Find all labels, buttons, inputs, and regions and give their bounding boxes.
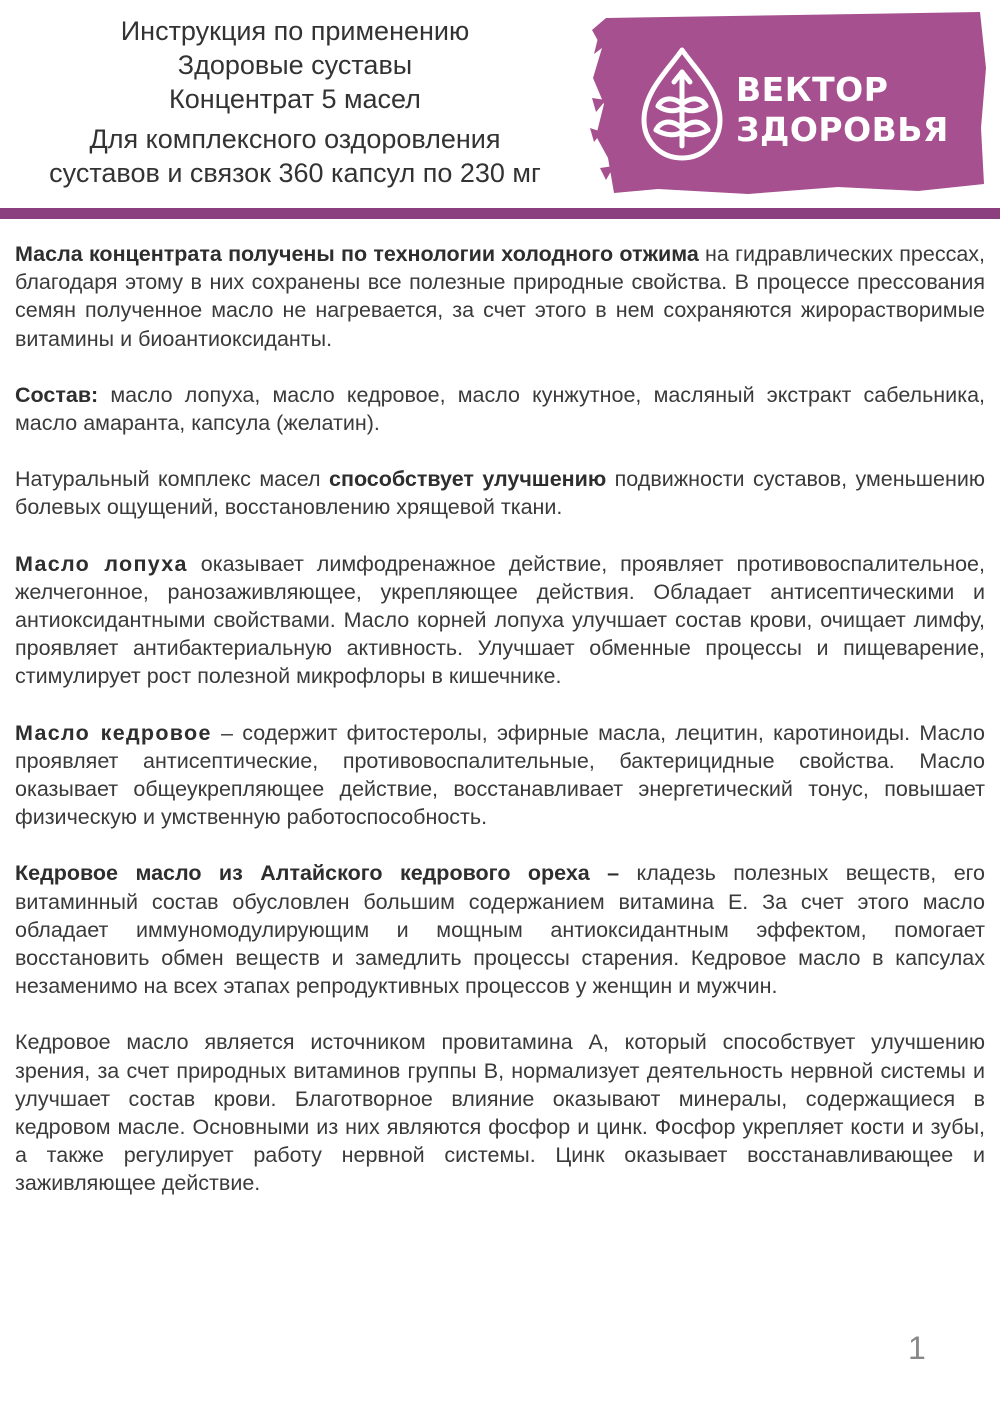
paragraph-cedar-oil: Масло кедровое – содержит фитостеролы, эфирные масла, лецитин, каротиноиды. Масло проявляет антисептические, противовоспалительные, бактерицидные свойства. Масло оказывает общеукрепляющее действие, восстанавливает энергетический тонус, повышает физическую и умственную работоспособность. — [15, 720, 985, 830]
bold-phrase: Масло лопуха — [15, 551, 188, 576]
title-line-2: Здоровые суставы — [177, 50, 413, 80]
bold-phrase: Состав: — [15, 382, 99, 407]
page-header — [0, 0, 1000, 215]
instruction-body — [15, 240, 985, 1226]
title-line-5: суставов и связок 360 капсул по 230 мг — [49, 158, 541, 188]
paragraph-composition: Состав: масло лопуха, масло кедровое, масло кунжутное, масляный экстракт сабельника, масло амаранта, капсула (желатин). — [15, 382, 985, 436]
paragraph-altai-cedar: Кедровое масло из Алтайского кедрового ореха – кладезь полезных веществ, его витаминный состав обусловлен большим содержанием витамина Е. За счет этого масло обладает иммуномодулирующим и мощным антиоксидантным эффектом, помогает восстановить обмен веществ и замедлить процессы старения. Кедровое масло в капсулах незаменимо на всех этапах репродуктивных процессов у женщин и мужчин. — [15, 861, 985, 999]
title-line-4: Для комплексного оздоровления — [89, 124, 501, 154]
title-line-3: Концентрат 5 масел — [169, 84, 421, 114]
brand-name — [736, 70, 949, 150]
document-title — [0, 14, 590, 190]
brand-logo — [588, 8, 988, 198]
paragraph-burdock-oil: Масло лопуха оказывает лимфодренажное действие, проявляет противовоспалительное, желчегонное, ранозаживляющее, укрепляющее действия. Обладает антисептическими и антиоксидантными свойствами. Масло корней лопуха улучшает состав крови, очищает лимфу, проявляет антибактериальную активность. Улучшает обменные процессы и пищеварение, стимулирует рост полезной микрофлоры в кишечнике. — [15, 551, 985, 689]
title-line-1: Инструкция по применению — [120, 16, 470, 46]
paragraph-cold-press: Масла концентрата получены по технологии холодного отжима на гидравлических прессах, благодаря этому в них сохранены все полезные природные свойства. В процессе прессования семян полученное масло не нагревается, за счет этого в нем сохраняются жирорастворимые витамины и биоантиоксиданты. — [15, 242, 985, 351]
brand-line-1: ВЕКТОР — [736, 70, 889, 109]
header-divider — [0, 208, 1000, 219]
page-number: 1 — [908, 1330, 926, 1366]
paragraph-provitamin: Кедровое масло является источником провитамина А, который способствует улучшению зрения, за счет природных витаминов группы В, нормализует деятельность нервной системы и улучшает состав крови. Благотворное влияние оказывают минералы, содержащиеся в кедровом масле. Основными из них являются фосфор и цинк. Фосфор укрепляет кости и зубы, а также регулирует работу нервной системы. Цинк оказывает восстанавливающее и заживляющее действие. — [15, 1030, 985, 1196]
bold-phrase: Масла концентрата получены по технологии холодного отжима — [15, 242, 699, 266]
paragraph-complex: Натуральный комплекс масел способствует улучшению подвижности суставов, уменьшению болевых ощущений, восстановлению хрящевой ткани. — [15, 467, 985, 520]
bold-phrase: способствует улучшению — [329, 467, 607, 492]
bold-phrase: Кедровое масло из Алтайского кедрового ореха – — [15, 861, 620, 886]
brand-line-2: ЗДОРОВЬЯ — [736, 110, 949, 149]
bold-phrase: Масло кедровое — [15, 720, 212, 745]
